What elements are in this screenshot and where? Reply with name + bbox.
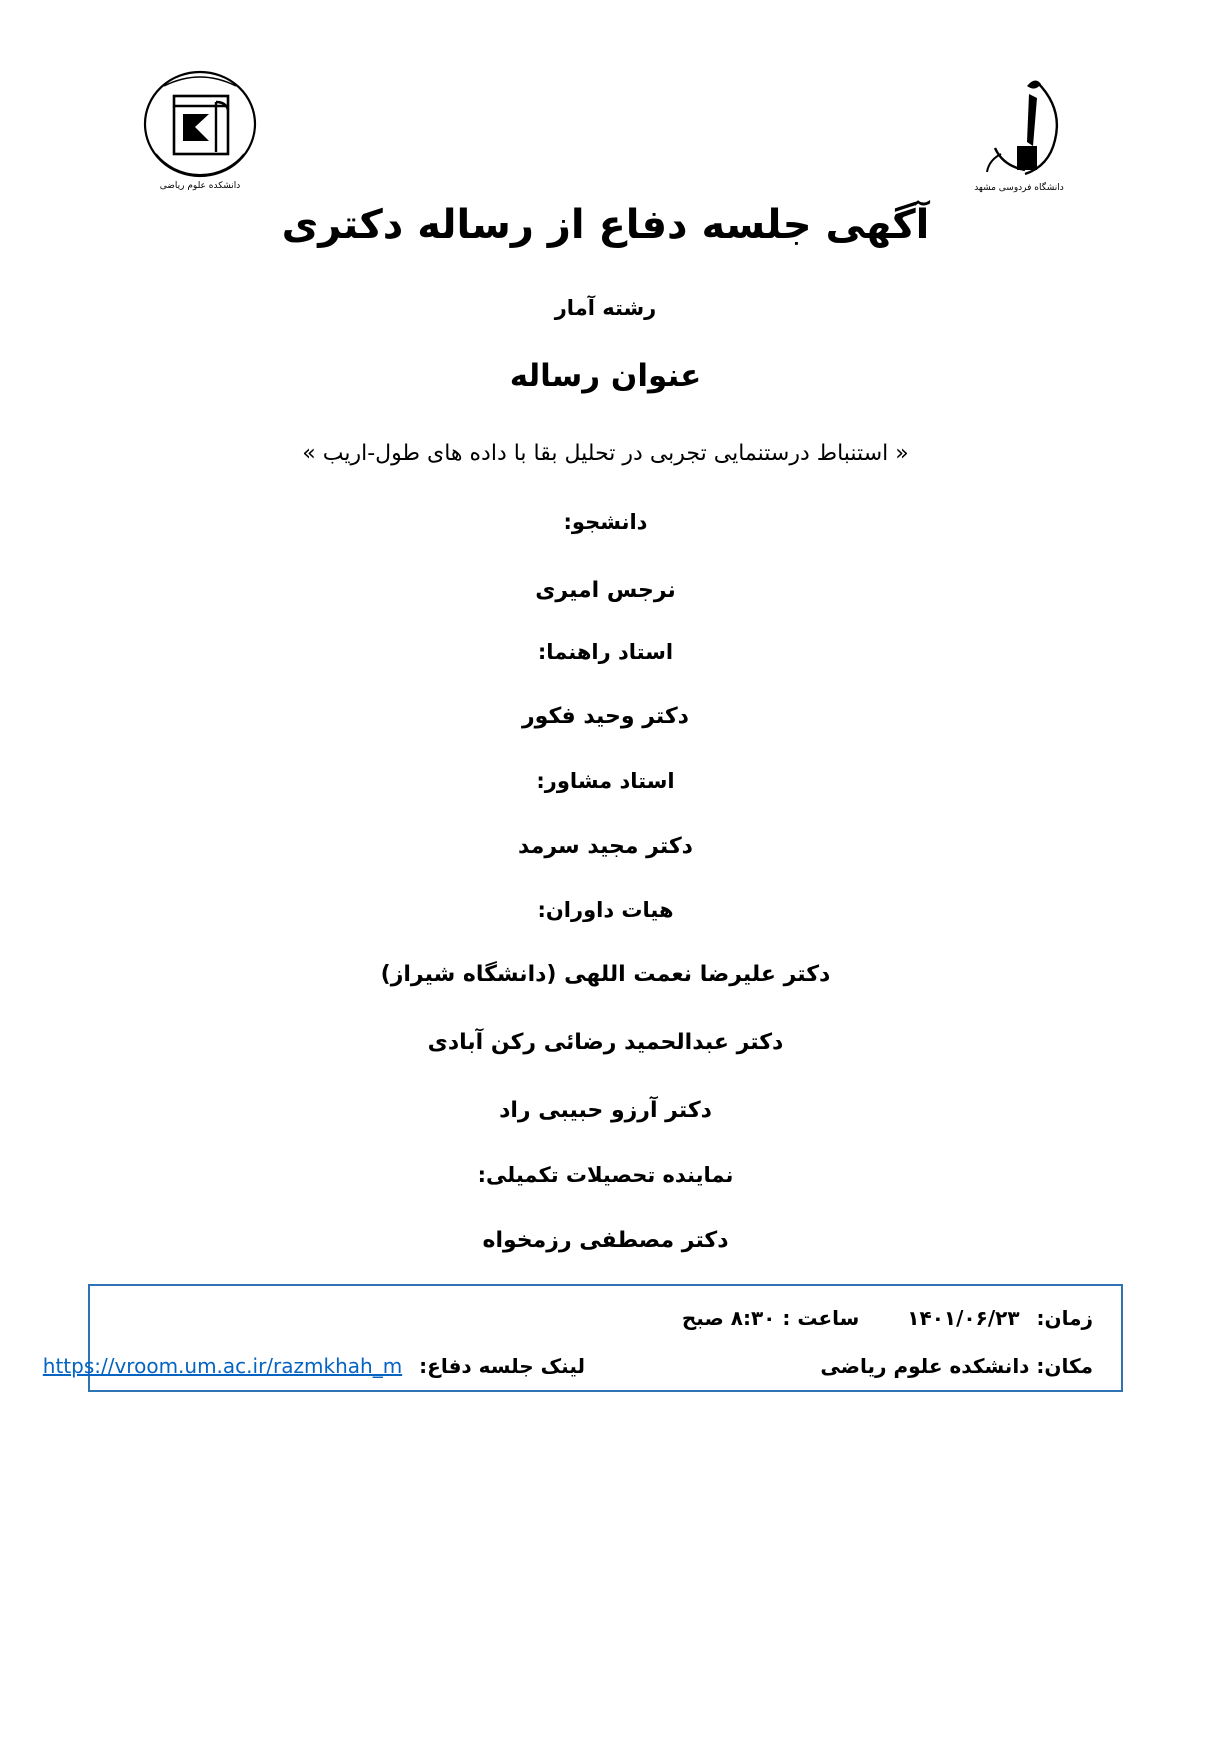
place-value: دانشکده علوم ریاضی <box>820 1354 1030 1378</box>
time-cell <box>625 1306 1093 1330</box>
session-details-box <box>42 1284 1123 1392</box>
time-label: زمان: <box>1036 1306 1093 1330</box>
svg-text:دانشگاه فردوسی مشهد: دانشگاه فردوسی مشهد <box>974 183 1064 193</box>
defense-link-cell <box>42 1354 625 1378</box>
representative-label: نماینده تحصیلات تکمیلی: <box>477 1163 734 1187</box>
thesis-title-label: عنوان رساله <box>509 358 702 394</box>
defense-link[interactable]: https://vroom.um.ac.ir/razmkhah_m <box>42 1354 403 1378</box>
student-name: نرجس امیری <box>535 578 676 603</box>
date-value: ۱۴۰۱/۰۶/۲۳ <box>907 1306 1020 1330</box>
jury-member: دکتر عبدالحمید رضائی رکن آبادی <box>427 1030 784 1055</box>
page-title: آگهی جلسه دفاع از رساله دکتری <box>281 202 930 248</box>
place-label: مکان: <box>1036 1354 1093 1378</box>
hour-value: ۸:۳۰ صبح <box>681 1306 776 1330</box>
ferdowsi-university-logo <box>941 62 1081 197</box>
jury-member: دکتر علیرضا نعمت اللهی (دانشگاه شیراز) <box>380 962 831 987</box>
supervisor-label: استاد راهنما: <box>537 640 674 664</box>
session-place-row <box>42 1342 1121 1390</box>
session-time-row <box>90 1294 1121 1342</box>
advisor-label: استاد مشاور: <box>536 769 675 793</box>
defense-link-label: لینک جلسه دفاع: <box>419 1354 585 1378</box>
place-cell <box>625 1354 1093 1378</box>
advisor-name: دکتر مجید سرمد <box>518 834 693 859</box>
representative-name: دکتر مصطفی رزمخواه <box>482 1228 729 1253</box>
hour-label: ساعت : <box>782 1306 860 1330</box>
student-label: دانشجو: <box>563 510 648 534</box>
supervisor-name: دکتر وحید فکور <box>522 704 689 729</box>
math-sciences-faculty-logo <box>130 62 270 197</box>
jury-member: دکتر آرزو حبیبی راد <box>499 1098 712 1123</box>
field-of-study: رشته آمار <box>554 296 657 320</box>
thesis-title-text: « استنباط درستنمایی تجربی در تحلیل بقا با داده های طول-اریب » <box>302 441 909 466</box>
jury-label: هیات داوران: <box>537 898 674 922</box>
svg-text:دانشکده علوم ریاضی: دانشکده علوم ریاضی <box>159 181 241 191</box>
